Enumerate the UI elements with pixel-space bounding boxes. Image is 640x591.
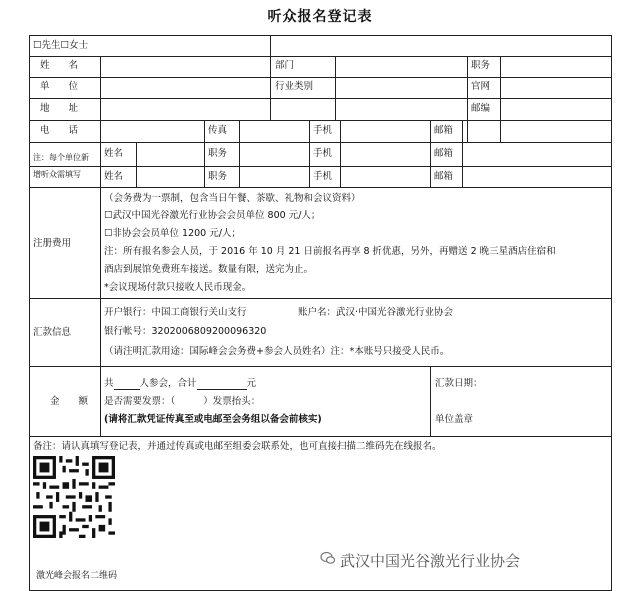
remit-bank: 开户银行：中国工商银行关山支行 (104, 307, 247, 318)
attendee1-position-label: 职务 (208, 148, 228, 159)
email-label: 邮箱 (434, 125, 454, 136)
address-label: 地 址 (40, 103, 79, 114)
attendee2-mobile-label: 手机 (313, 171, 333, 182)
amount-instruction: (请将汇款凭证传真至或电邮至会务组以备会前核实) (104, 414, 322, 425)
phone-label: 电 话 (40, 125, 79, 136)
side-note-line2: 增听众需填写 (33, 170, 81, 179)
fee-line: 酒店到展馆免费班车接送。数量有限，送完为止。 (104, 264, 314, 275)
gender-options[interactable]: ☐先生☐女士 (33, 40, 89, 51)
fee-line: *会议现场付款只接收人民币现金。 (104, 282, 252, 293)
qr-caption: 激光峰会报名二维码 (36, 571, 118, 581)
dept-label: 部门 (275, 60, 295, 71)
remark-text: 备注：请认真填写登记表，并通过传真或电邮至组委会联系处，也可直接扫描二维码先在线报名。 (33, 441, 442, 452)
name-label: 姓 名 (40, 60, 79, 71)
registration-form (29, 35, 612, 591)
mobile-label: 手机 (313, 125, 333, 136)
fee-line: （会务费为一票制，包含当日午餐、茶歇、礼物和会议资料） (104, 193, 361, 204)
wechat-icon (320, 550, 336, 566)
watermark-text: 武汉中国光谷激光行业协会 (340, 552, 521, 570)
website-label: 官网 (471, 81, 491, 92)
position-label: 职务 (471, 60, 491, 71)
company-label: 单 位 (40, 81, 79, 92)
qr-code[interactable] (33, 456, 115, 538)
seal-label: 单位盖章 (435, 414, 474, 425)
remit-account-no: 银行帐号：3202006809200096320 (104, 326, 267, 337)
page-title: 听众报名登记表 (267, 9, 373, 25)
fax-label: 传真 (208, 125, 228, 136)
remit-note: （请注明汇款用途：国际峰会会务费+参会人员姓名）注：*本账号只接受人民币。 (104, 346, 450, 357)
total-amount-field[interactable] (197, 379, 247, 390)
fee-member-option[interactable]: ☐武汉中国光谷激光行业协会会员单位 800 元/人； (104, 210, 321, 221)
attendee-count-field[interactable] (114, 379, 140, 390)
amount-label: 金 额 (50, 396, 89, 407)
fee-label: 注册费用 (33, 238, 72, 249)
fee-line: 注：所有报名参会人员，于 2016 年 10 月 21 日前报名再享 8 折优惠，另外，再赠送 2 晚三星酒店住宿和 (104, 246, 556, 257)
invoice-line: 是否需要发票：（ ）发票抬头： (104, 396, 261, 407)
attendee2-position-label: 职务 (208, 171, 228, 182)
amount-line1: 共 人参会，合计 元 (104, 378, 257, 389)
postcode-label: 邮编 (471, 103, 491, 114)
attendee1-email-label: 邮箱 (434, 148, 454, 159)
industry-label: 行业类别 (275, 81, 314, 92)
remit-date-label: 汇款日期： (435, 378, 483, 389)
attendee2-email-label: 邮箱 (434, 171, 454, 182)
fee-nonmember-option[interactable]: ☐非协会会员单位 1200 元/人； (104, 228, 241, 239)
attendee1-name-label: 姓名 (104, 148, 124, 159)
remit-label: 汇款信息 (33, 327, 72, 338)
remit-account-name: 账户名：武汉·中国光谷激光行业协会 (298, 307, 454, 318)
attendee1-mobile-label: 手机 (313, 148, 333, 159)
side-note-line1: 注：每个单位新 (33, 153, 89, 162)
attendee2-name-label: 姓名 (104, 171, 124, 182)
